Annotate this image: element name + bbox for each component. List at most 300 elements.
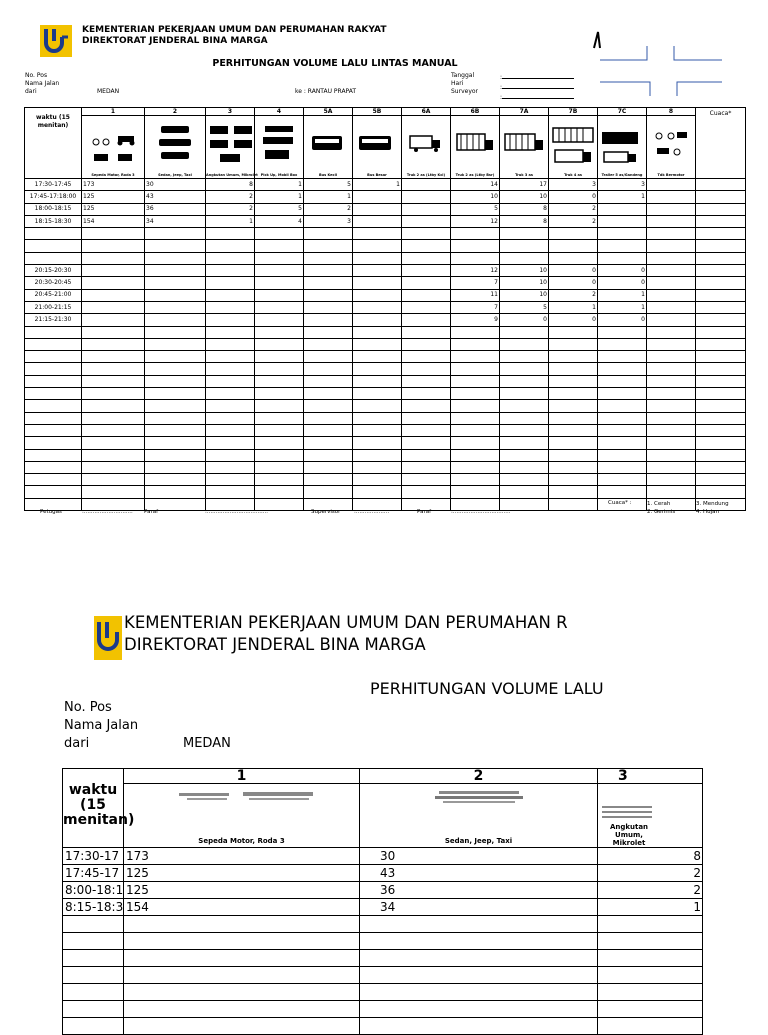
count-cell[interactable] [402,301,451,313]
time-cell[interactable]: 17:45-17 [63,865,124,882]
count-cell[interactable] [304,289,353,301]
count-cell[interactable]: 36 [360,882,598,899]
count-cell[interactable] [206,461,255,473]
count-cell[interactable]: 1 [255,191,304,203]
count-cell[interactable] [82,314,145,326]
count-cell[interactable]: 1 [598,289,647,301]
surveyor-field[interactable] [502,92,574,99]
time-cell[interactable] [25,351,82,363]
count-cell[interactable] [82,351,145,363]
count-cell[interactable] [145,240,206,252]
tanggal-field[interactable] [502,72,574,79]
count-cell[interactable] [145,228,206,240]
count-cell[interactable] [145,424,206,436]
count-cell[interactable] [360,950,598,967]
count-cell[interactable] [598,916,703,933]
count-cell[interactable] [647,289,696,301]
count-cell[interactable] [360,967,598,984]
count-cell[interactable] [206,424,255,436]
count-cell[interactable]: 2 [598,882,703,899]
time-cell[interactable]: 17:45-17:18:00 [25,191,82,203]
count-cell[interactable] [206,314,255,326]
count-cell[interactable] [598,351,647,363]
count-cell[interactable] [255,277,304,289]
cuaca-cell[interactable] [696,289,746,301]
count-cell[interactable] [647,474,696,486]
count-cell[interactable] [598,215,647,227]
count-cell[interactable]: 3 [598,179,647,191]
count-cell[interactable] [255,240,304,252]
count-cell[interactable]: 154 [82,215,145,227]
count-cell[interactable] [360,984,598,1001]
count-cell[interactable] [500,461,549,473]
petugas-field[interactable]: :............................ [82,509,133,515]
time-cell[interactable] [25,363,82,375]
count-cell[interactable] [647,351,696,363]
count-cell[interactable] [549,486,598,498]
count-cell[interactable] [549,252,598,264]
count-cell[interactable] [304,301,353,313]
count-cell[interactable] [353,326,402,338]
count-cell[interactable] [206,338,255,350]
count-cell[interactable] [304,486,353,498]
count-cell[interactable] [304,228,353,240]
count-cell[interactable] [255,437,304,449]
count-cell[interactable] [598,1001,703,1018]
count-cell[interactable] [82,363,145,375]
count-cell[interactable] [451,400,500,412]
count-cell[interactable]: 1 [304,191,353,203]
count-cell[interactable] [598,240,647,252]
count-cell[interactable]: 9 [451,314,500,326]
count-cell[interactable] [255,228,304,240]
cuaca-cell[interactable] [696,363,746,375]
count-cell[interactable] [598,950,703,967]
count-cell[interactable] [402,400,451,412]
count-cell[interactable] [647,314,696,326]
time-cell[interactable] [63,933,124,950]
count-cell[interactable] [451,412,500,424]
count-cell[interactable]: 2 [598,865,703,882]
count-cell[interactable]: 12 [451,265,500,277]
count-cell[interactable] [598,228,647,240]
cuaca-cell[interactable] [696,179,746,191]
time-cell[interactable] [25,424,82,436]
count-cell[interactable]: 12 [451,215,500,227]
count-cell[interactable]: 2 [549,215,598,227]
count-cell[interactable] [549,240,598,252]
count-cell[interactable]: 0 [549,265,598,277]
count-cell[interactable] [304,437,353,449]
count-cell[interactable] [500,252,549,264]
count-cell[interactable] [598,326,647,338]
count-cell[interactable] [549,363,598,375]
time-cell[interactable] [25,412,82,424]
count-cell[interactable]: 1 [206,215,255,227]
count-cell[interactable]: 10 [500,191,549,203]
time-cell[interactable] [25,461,82,473]
count-cell[interactable] [500,326,549,338]
count-cell[interactable] [451,486,500,498]
time-cell[interactable]: 20:45-21:00 [25,289,82,301]
count-cell[interactable] [598,400,647,412]
count-cell[interactable] [353,375,402,387]
count-cell[interactable] [353,449,402,461]
count-cell[interactable] [206,449,255,461]
count-cell[interactable] [451,338,500,350]
count-cell[interactable] [402,338,451,350]
time-cell[interactable] [25,474,82,486]
count-cell[interactable] [549,326,598,338]
count-cell[interactable] [353,240,402,252]
time-cell[interactable] [25,388,82,400]
count-cell[interactable] [647,215,696,227]
count-cell[interactable]: 8 [500,215,549,227]
count-cell[interactable] [402,363,451,375]
time-cell[interactable]: 21:00-21:15 [25,301,82,313]
count-cell[interactable] [451,351,500,363]
cuaca-cell[interactable] [696,375,746,387]
count-cell[interactable] [304,240,353,252]
count-cell[interactable] [549,228,598,240]
count-cell[interactable] [206,240,255,252]
count-cell[interactable] [598,388,647,400]
count-cell[interactable] [549,338,598,350]
count-cell[interactable] [360,1018,598,1035]
count-cell[interactable] [304,314,353,326]
cuaca-cell[interactable] [696,424,746,436]
count-cell[interactable] [549,424,598,436]
count-cell[interactable]: 10 [500,289,549,301]
count-cell[interactable] [145,437,206,449]
cuaca-cell[interactable] [696,351,746,363]
count-cell[interactable] [598,449,647,461]
count-cell[interactable]: 10 [500,277,549,289]
count-cell[interactable] [82,400,145,412]
count-cell[interactable]: 1 [598,191,647,203]
count-cell[interactable] [402,265,451,277]
count-cell[interactable] [451,474,500,486]
cuaca-cell[interactable] [696,486,746,498]
count-cell[interactable] [82,289,145,301]
count-cell[interactable]: 2 [206,191,255,203]
count-cell[interactable] [255,400,304,412]
count-cell[interactable] [145,449,206,461]
count-cell[interactable] [304,400,353,412]
count-cell[interactable] [598,933,703,950]
count-cell[interactable] [82,388,145,400]
supervisor-field[interactable]: :................... [354,509,390,515]
count-cell[interactable] [353,215,402,227]
count-cell[interactable] [145,461,206,473]
count-cell[interactable] [353,228,402,240]
count-cell[interactable] [647,412,696,424]
count-cell[interactable] [647,486,696,498]
count-cell[interactable] [82,265,145,277]
cuaca-cell[interactable] [696,461,746,473]
count-cell[interactable] [549,461,598,473]
count-cell[interactable] [206,486,255,498]
count-cell[interactable] [647,326,696,338]
count-cell[interactable] [353,191,402,203]
count-cell[interactable] [145,412,206,424]
count-cell[interactable] [124,984,360,1001]
count-cell[interactable] [500,363,549,375]
count-cell[interactable] [549,412,598,424]
count-cell[interactable] [353,424,402,436]
count-cell[interactable] [500,388,549,400]
count-cell[interactable] [255,424,304,436]
count-cell[interactable] [145,301,206,313]
count-cell[interactable] [598,437,647,449]
count-cell[interactable] [353,289,402,301]
count-cell[interactable] [304,252,353,264]
count-cell[interactable] [647,179,696,191]
count-cell[interactable]: 2 [304,203,353,215]
count-cell[interactable] [255,338,304,350]
count-cell[interactable] [500,474,549,486]
count-cell[interactable] [82,228,145,240]
count-cell[interactable] [549,351,598,363]
count-cell[interactable] [353,474,402,486]
paraf1-field[interactable]: :................................... [205,509,269,515]
time-cell[interactable] [25,326,82,338]
cuaca-cell[interactable] [696,412,746,424]
cuaca-cell[interactable] [696,437,746,449]
count-cell[interactable] [402,424,451,436]
count-cell[interactable]: 0 [598,314,647,326]
count-cell[interactable] [647,461,696,473]
count-cell[interactable] [402,437,451,449]
count-cell[interactable] [647,363,696,375]
count-cell[interactable] [145,400,206,412]
count-cell[interactable]: 125 [124,865,360,882]
count-cell[interactable] [647,338,696,350]
count-cell[interactable] [647,277,696,289]
count-cell[interactable] [353,486,402,498]
count-cell[interactable] [304,351,353,363]
count-cell[interactable]: 7 [451,301,500,313]
count-cell[interactable]: 5 [255,203,304,215]
time-cell[interactable] [63,916,124,933]
count-cell[interactable] [82,437,145,449]
count-cell[interactable] [82,301,145,313]
count-cell[interactable]: 10 [451,191,500,203]
count-cell[interactable] [451,461,500,473]
count-cell[interactable] [145,363,206,375]
count-cell[interactable]: 34 [360,899,598,916]
count-cell[interactable]: 8 [500,203,549,215]
time-cell[interactable]: 8:15-18:3 [63,899,124,916]
count-cell[interactable] [500,351,549,363]
count-cell[interactable] [255,289,304,301]
time-cell[interactable] [25,486,82,498]
count-cell[interactable] [255,363,304,375]
time-cell[interactable] [63,950,124,967]
count-cell[interactable] [82,412,145,424]
time-cell[interactable] [25,375,82,387]
count-cell[interactable] [124,933,360,950]
count-cell[interactable] [402,240,451,252]
count-cell[interactable] [82,338,145,350]
count-cell[interactable] [598,412,647,424]
count-cell[interactable]: 3 [549,179,598,191]
count-cell[interactable] [124,950,360,967]
count-cell[interactable]: 125 [82,203,145,215]
count-cell[interactable] [206,301,255,313]
count-cell[interactable] [647,424,696,436]
count-cell[interactable] [206,474,255,486]
count-cell[interactable]: 14 [451,179,500,191]
count-cell[interactable] [402,277,451,289]
count-cell[interactable] [598,967,703,984]
count-cell[interactable] [206,400,255,412]
time-cell[interactable] [25,400,82,412]
count-cell[interactable] [353,461,402,473]
count-cell[interactable] [451,326,500,338]
cuaca-cell[interactable] [696,252,746,264]
count-cell[interactable]: 0 [549,277,598,289]
count-cell[interactable]: 5 [451,203,500,215]
count-cell[interactable] [82,375,145,387]
count-cell[interactable] [402,179,451,191]
count-cell[interactable] [353,338,402,350]
count-cell[interactable] [145,326,206,338]
time-cell[interactable] [63,984,124,1001]
time-cell[interactable]: 18:15-18:30 [25,215,82,227]
count-cell[interactable]: 125 [82,191,145,203]
count-cell[interactable] [647,191,696,203]
count-cell[interactable] [451,252,500,264]
cuaca-cell[interactable] [696,449,746,461]
count-cell[interactable] [206,277,255,289]
count-cell[interactable] [145,474,206,486]
cuaca-cell[interactable] [696,338,746,350]
count-cell[interactable] [451,449,500,461]
count-cell[interactable] [598,375,647,387]
count-cell[interactable]: 17 [500,179,549,191]
count-cell[interactable]: 7 [451,277,500,289]
count-cell[interactable]: 8 [598,848,703,865]
count-cell[interactable] [549,388,598,400]
time-cell[interactable]: 20:30-20:45 [25,277,82,289]
count-cell[interactable] [304,363,353,375]
count-cell[interactable] [647,228,696,240]
count-cell[interactable]: 2 [206,203,255,215]
count-cell[interactable]: 1 [353,179,402,191]
count-cell[interactable] [451,437,500,449]
time-cell[interactable]: 17:30-17:45 [25,179,82,191]
cuaca-cell[interactable] [696,203,746,215]
count-cell[interactable] [255,461,304,473]
count-cell[interactable] [598,252,647,264]
count-cell[interactable] [402,314,451,326]
count-cell[interactable] [647,375,696,387]
count-cell[interactable] [255,474,304,486]
count-cell[interactable] [304,449,353,461]
count-cell[interactable] [255,388,304,400]
time-cell[interactable] [63,967,124,984]
count-cell[interactable] [304,326,353,338]
count-cell[interactable] [598,338,647,350]
count-cell[interactable] [500,412,549,424]
count-cell[interactable] [82,474,145,486]
count-cell[interactable] [145,338,206,350]
count-cell[interactable] [549,449,598,461]
time-cell[interactable] [25,437,82,449]
cuaca-cell[interactable] [696,326,746,338]
cuaca-cell[interactable] [696,301,746,313]
count-cell[interactable] [145,289,206,301]
count-cell[interactable]: 173 [124,848,360,865]
count-cell[interactable] [647,265,696,277]
count-cell[interactable] [500,338,549,350]
count-cell[interactable]: 30 [360,848,598,865]
count-cell[interactable] [82,240,145,252]
count-cell[interactable] [402,326,451,338]
time-cell[interactable]: 8:00-18:1 [63,882,124,899]
count-cell[interactable] [451,363,500,375]
count-cell[interactable] [145,388,206,400]
time-cell[interactable] [25,240,82,252]
count-cell[interactable] [500,228,549,240]
cuaca-cell[interactable] [696,400,746,412]
count-cell[interactable] [124,916,360,933]
count-cell[interactable] [255,265,304,277]
count-cell[interactable] [145,351,206,363]
count-cell[interactable] [402,412,451,424]
count-cell[interactable] [451,228,500,240]
count-cell[interactable] [145,314,206,326]
count-cell[interactable] [402,375,451,387]
count-cell[interactable] [402,486,451,498]
count-cell[interactable] [402,215,451,227]
time-cell[interactable] [63,1001,124,1018]
count-cell[interactable] [304,412,353,424]
count-cell[interactable] [82,252,145,264]
count-cell[interactable] [598,474,647,486]
count-cell[interactable] [598,984,703,1001]
count-cell[interactable] [549,400,598,412]
time-cell[interactable] [25,228,82,240]
count-cell[interactable] [255,252,304,264]
count-cell[interactable] [647,400,696,412]
count-cell[interactable] [353,351,402,363]
count-cell[interactable] [206,363,255,375]
count-cell[interactable] [353,412,402,424]
count-cell[interactable] [598,424,647,436]
count-cell[interactable] [402,449,451,461]
count-cell[interactable]: 0 [598,265,647,277]
count-cell[interactable] [206,437,255,449]
count-cell[interactable] [500,437,549,449]
count-cell[interactable] [500,424,549,436]
count-cell[interactable] [402,474,451,486]
cuaca-cell[interactable] [696,474,746,486]
count-cell[interactable]: 1 [255,179,304,191]
count-cell[interactable] [206,228,255,240]
count-cell[interactable] [82,277,145,289]
count-cell[interactable] [598,486,647,498]
count-cell[interactable] [206,375,255,387]
count-cell[interactable] [500,375,549,387]
paraf2-field[interactable]: :................................. [451,509,511,515]
count-cell[interactable] [304,461,353,473]
time-cell[interactable] [25,252,82,264]
time-cell[interactable] [25,338,82,350]
cuaca-cell[interactable] [696,265,746,277]
count-cell[interactable] [206,265,255,277]
